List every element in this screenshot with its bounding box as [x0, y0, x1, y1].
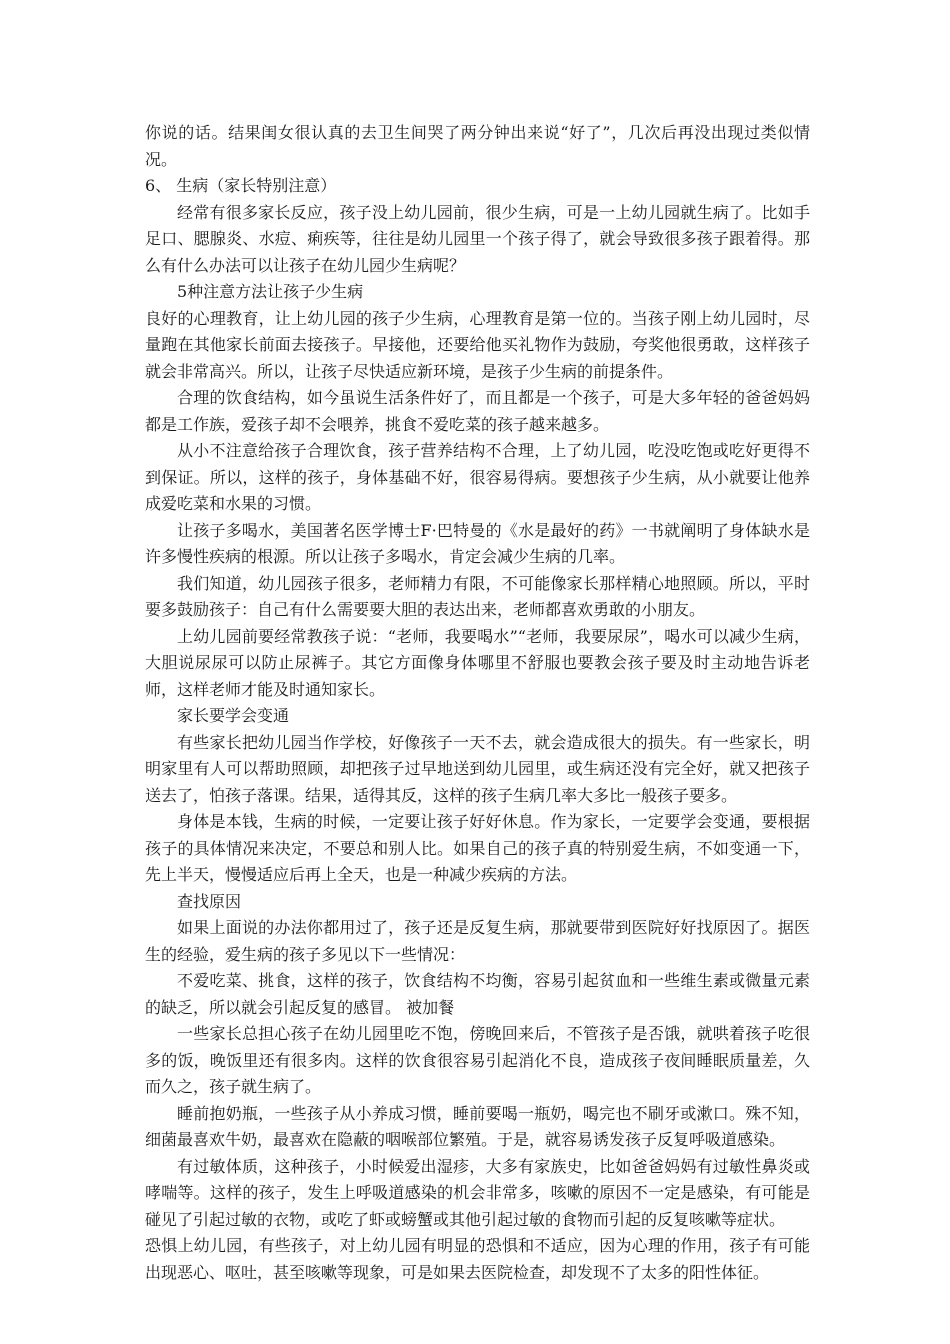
document-body — [145, 120, 810, 1286]
paragraph: 合理的饮食结构，如今虽说生活条件好了，而且都是一个孩子，可是大多年轻的爸爸妈妈都是工作族，爱孩子却不会喂养，挑食不爱吃菜的孩子越来越多。 — [145, 388, 810, 434]
subheading: 5种注意方法让孩子少生病 — [177, 282, 364, 301]
paragraph: 恐惧上幼儿园，有些孩子，对上幼儿园有明显的恐惧和不适应，因为心理的作用，孩子有可能出现恶心、呕吐，甚至咳嗽等现象，可是如果去医院检查，却发现不了太多的阳性体征。 — [145, 1236, 810, 1282]
paragraph: 如果上面说的办法你都用过了，孩子还是反复生病，那就要带到医院好好找原因了。据医生的经验，爱生病的孩子多见以下一些情况： — [145, 918, 810, 964]
paragraph: 一些家长总担心孩子在幼儿园里吃不饱，傍晚回来后，不管孩子是否饿，就哄着孩子吃很多的饭，晚饭里还有很多肉。这样的饮食很容易引起消化不良，造成孩子夜间睡眠质量差，久而久之，孩子就生病了。 — [145, 1024, 810, 1096]
paragraph: 有过敏体质，这种孩子，小时候爱出湿疹，大多有家族史，比如爸爸妈妈有过敏性鼻炎或哮喘等。这样的孩子，发生上呼吸道感染的机会非常多，咳嗽的原因不一定是感染，有可能是碰见了引起过敏的衣物，或吃了虾或螃蟹或其他引起过敏的食物而引起的反复咳嗽等症状。 — [145, 1156, 810, 1229]
paragraph: 从小不注意给孩子合理饮食，孩子营养结构不合理，上了幼儿园，吃没吃饱或吃好更得不到保证。所以，这样的孩子，身体基础不好，很容易得病。要想孩子少生病，从小就要让他养成爱吃菜和水果的习惯。 — [145, 441, 810, 513]
paragraph: 睡前抱奶瓶，一些孩子从小养成习惯，睡前要喝一瓶奶，喝完也不刷牙或漱口。殊不知，细菌最喜欢牛奶，最喜欢在隐蔽的咽喉部位繁殖。于是，就容易诱发孩子反复呼吸道感染。 — [145, 1103, 810, 1149]
paragraph: 让孩子多喝水，美国著名医学博士F·巴特曼的《水是最好的药》一书就阐明了身体缺水是许多慢性疾病的根源。所以让孩子多喝水，肯定会减少生病的几率。 — [145, 520, 810, 566]
paragraph: 身体是本钱，生病的时候，一定要让孩子好好休息。作为家长，一定要学会变通，要根据孩子的具体情况来决定，不要总和别人比。如果自己的孩子真的特别爱生病，不如变通一下，先上半天，慢慢适应后再上全天，也是一种减少疾病的方法。 — [145, 812, 810, 884]
paragraph: 经常有很多家长反应，孩子没上幼儿园前，很少生病，可是一上幼儿园就生病了。比如手足口、腮腺炎、水痘、痢疾等，往往是幼儿园里一个孩子得了，就会导致很多孩子跟着得。那么有什么办法可以让孩子在幼儿园少生病呢？ — [145, 202, 810, 275]
paragraph: 你说的话。结果闺女很认真的去卫生间哭了两分钟出来说“好了”，几次后再没出现过类似情况。 — [145, 123, 810, 169]
subheading: 家长要学会变通 — [177, 706, 290, 725]
paragraph: 不爱吃菜、挑食，这样的孩子，饮食结构不均衡，容易引起贫血和一些维生素或微量元素的缺乏，所以就会引起反复的感冒。 被加餐 — [145, 971, 810, 1017]
paragraph: 上幼儿园前要经常教孩子说：“老师，我要喝水”“老师，我要尿尿”，喝水可以减少生病，大胆说尿尿可以防止尿裤子。其它方面像身体哪里不舒服也要教会孩子要及时主动地告诉老师，这样老师才能及时通知家长。 — [145, 626, 810, 699]
subheading: 查找原因 — [177, 891, 242, 911]
paragraph: 有些家长把幼儿园当作学校，好像孩子一天不去，就会造成很大的损失。有一些家长，明明家里有人可以帮助照顾，却把孩子过早地送到幼儿园里，或生病还没有完全好，就又把孩子送去了，怕孩子落课。结果，适得其反，这样的孩子生病几率大多比一般孩子要多。 — [145, 732, 810, 805]
section-heading: 6、 生病（家长特别注意） — [145, 176, 337, 195]
paragraph: 良好的心理教育，让上幼儿园的孩子少生病，心理教育是第一位的。当孩子刚上幼儿园时，尽量跑在其他家长前面去接孩子。早接他，还要给他买礼物作为鼓励，夸奖他很勇敢，这样孩子就会非常高兴。所以，让孩子尽快适应新环境，是孩子少生病的前提条件。 — [145, 308, 810, 381]
paragraph: 我们知道，幼儿园孩子很多，老师精力有限，不可能像家长那样精心地照顾。所以，平时要多鼓励孩子：自己有什么需要要大胆的表达出来，老师都喜欢勇敢的小朋友。 — [145, 573, 810, 619]
